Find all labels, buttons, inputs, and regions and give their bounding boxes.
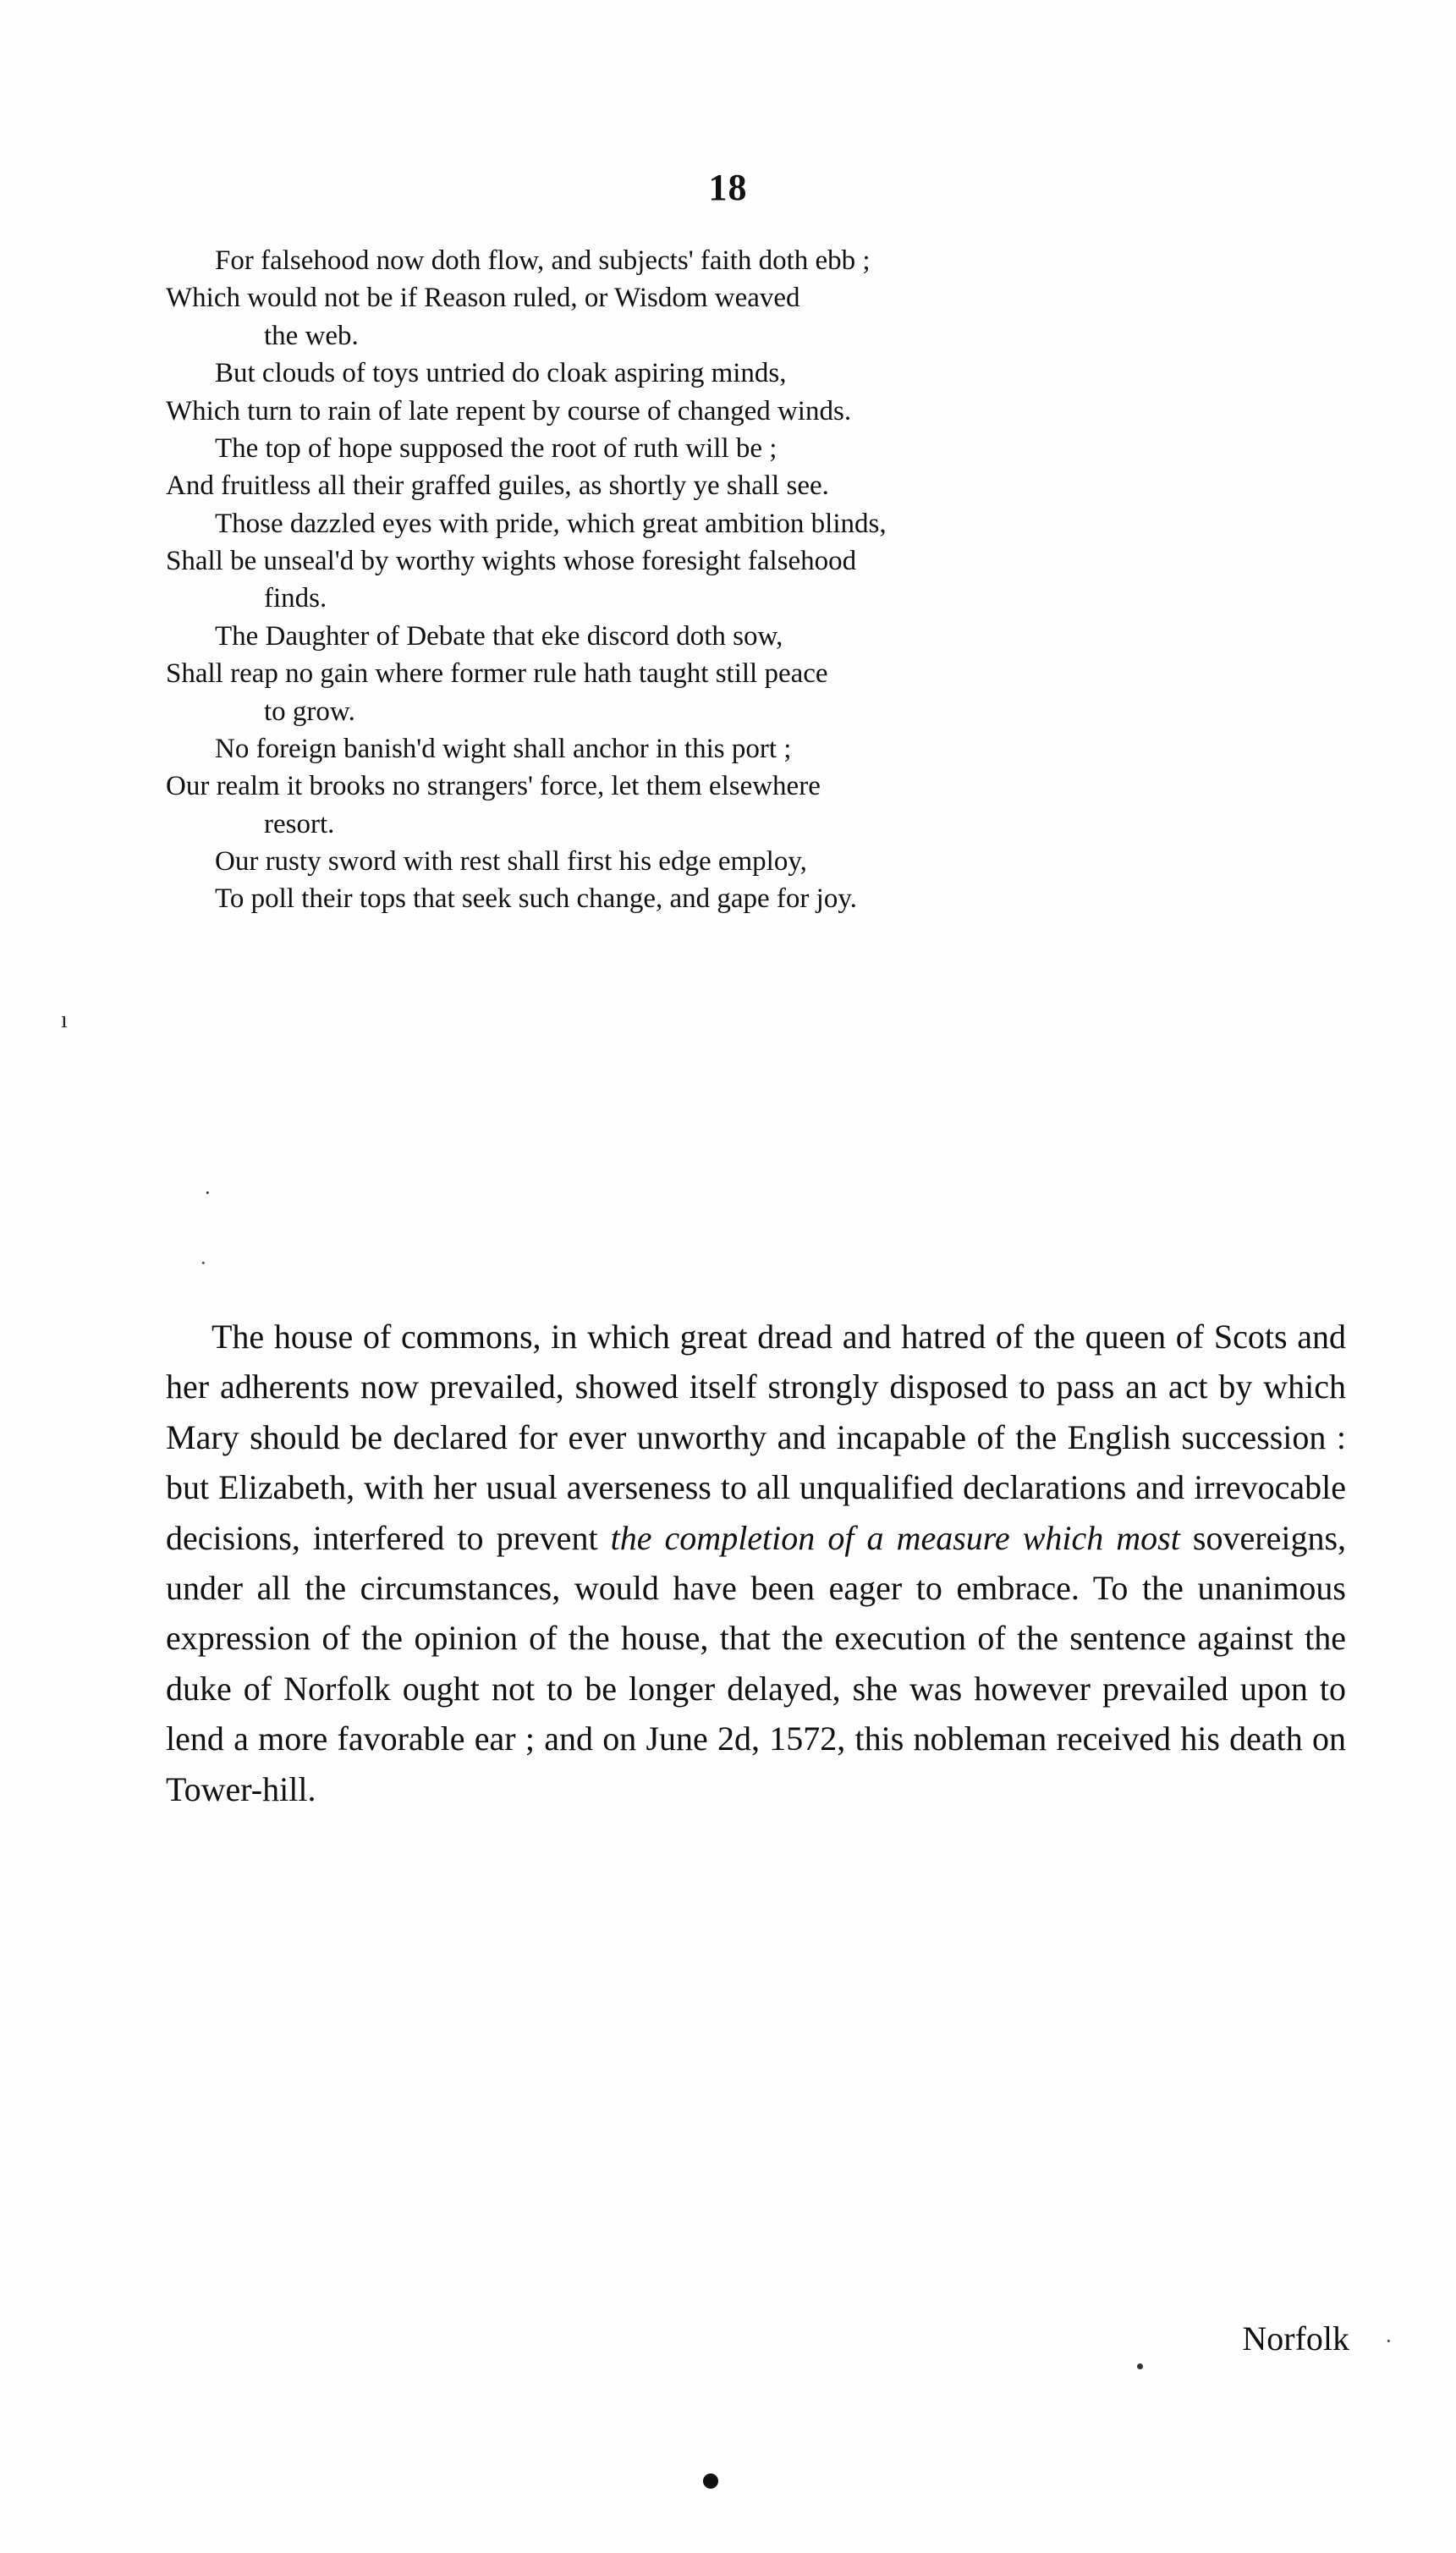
verse-line: No foreign banish'd wight shall anchor in this port ; [215,733,792,764]
verse-line: resort. [264,808,335,839]
verse-line: The top of hope supposed the root of ruth will be ; [215,432,777,464]
prose-text-italic: the completion of a measure which most [610,1518,1180,1557]
prose-text-part1: The house of commons, in which great dread and hatred of the queen of Scots and her adherents now prevailed, showed itself strongly disposed to pass an act by which Mary should be declared for ever unworthy and incapable of the English succession : but Elizabeth, with her usual averseness to all unqualified declarations and irrevocable decisions, interfered to prevent [166,1318,1346,1557]
verse-line: the web. [264,320,359,351]
verse-line: Shall be unseal'd by worthy wights whose foresight falsehood [166,546,857,576]
page-number: 18 [708,167,748,208]
speck-mark [1137,2363,1143,2369]
verse-block [166,242,1350,918]
margin-dot-right: · [1385,2329,1393,2353]
bottom-ink-dot [703,2473,718,2489]
prose-text-part2: sovereigns, under all the circumstances, would have been eager to embrace. To the unanimous expression of the opinion of the house, that the execution of the sentence against the duke of Norfolk ought not to be longer delayed, she was however prevailed upon to lend a more favorable ear ; and on June 2d, 1572, this nobleman received his death on Tower-hill. [166,1518,1347,1808]
verse-line: And fruitless all their graffed guiles, as shortly ye shall see. [166,470,829,502]
verse-line: To poll their tops that seek such change, and gape for joy. [215,883,857,915]
prose-paragraph [166,1312,1346,1814]
margin-dot-upper: · [204,1180,212,1205]
margin-mark: ı [61,1007,68,1033]
verse-line: Our rusty sword with rest shall first his edge employ, [215,846,807,877]
verse-line: finds. [264,583,327,614]
verse-line: Our realm it brooks no strangers' force, let them elsewhere [166,771,821,802]
verse-line: to grow. [264,696,355,727]
prose-block [166,1312,1346,1814]
margin-dot-lower: · [200,1251,207,1275]
catchword: Norfolk [1242,2319,1349,2358]
verse-line: But clouds of toys untried do cloak aspiring minds, [215,358,787,389]
verse-line: Which turn to rain of late repent by course of changed winds. [166,395,852,426]
verse-line: Those dazzled eyes with pride, which great ambition blinds, [215,508,887,539]
verse-line: The Daughter of Debate that eke discord doth sow, [215,620,783,652]
verse-line: For falsehood now doth flow, and subjects' faith doth ebb ; [215,245,871,276]
verse-line: Which would not be if Reason ruled, or Wisdom weaved [166,283,800,314]
verse-line: Shall reap no gain where former rule hath taught still peace [166,658,828,690]
